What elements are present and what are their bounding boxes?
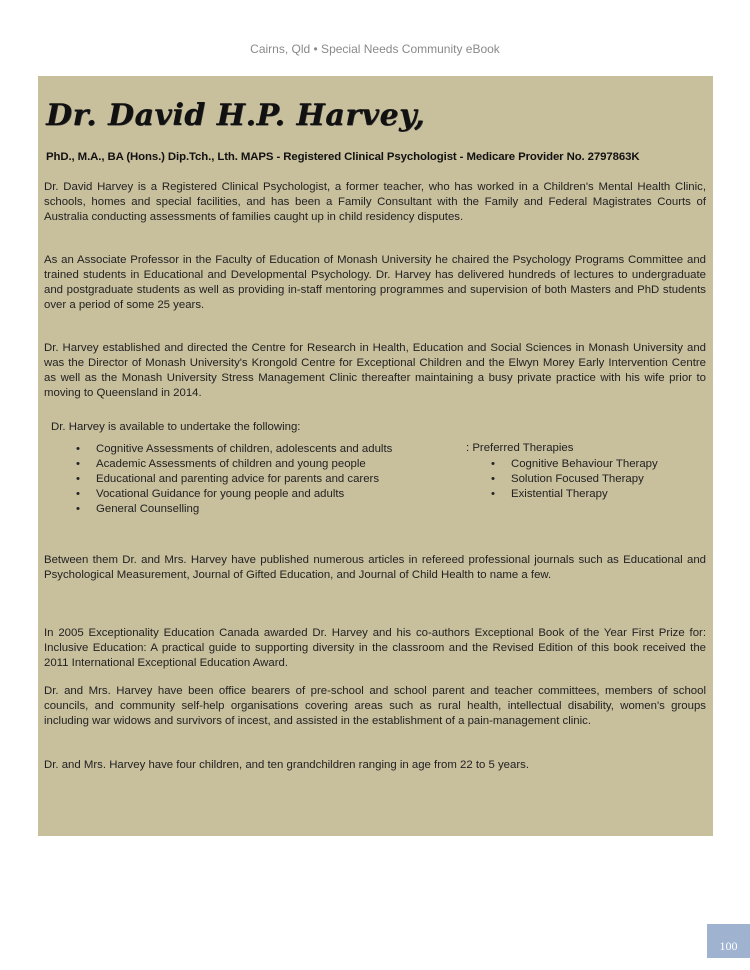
bio-paragraph-6: Dr. and Mrs. Harvey have been office bearers of pre-school and school parent and teacher committees, members of school councils, and community self-help organisations covering areas such as rural health, intellectual disability, women's groups including war widows and survivors of incest, and assisted in the establishment of a pain-management clinic. [44, 685, 706, 727]
bio-paragraph-4: Between them Dr. and Mrs. Harvey have published numerous articles in refereed professional journals such as Educational and Psychological Measurement, Journal of Gifted Education, and Journal of Child Health to name a few. [44, 554, 706, 581]
bio-paragraph-7: Dr. and Mrs. Harvey have four children, and ten grandchildren ranging in age from 22 to 5 years. [44, 759, 529, 771]
therapies-list [511, 457, 658, 502]
list-item: • Cognitive Behaviour Therapy [511, 457, 658, 472]
list-item: • Academic Assessments of children and young people [96, 457, 392, 472]
profile-panel [38, 76, 713, 836]
list-item: • Vocational Guidance for young people and adults [96, 487, 392, 502]
list-item: • Cognitive Assessments of children, adolescents and adults [96, 442, 392, 457]
bio-paragraph-2: As an Associate Professor in the Faculty of Education of Monash University he chaired the Psychology Programs Committee and trained students in Educational and Developmental Psychology. Dr. Harvey has delivered hundreds of lectures to undergraduate and postgraduate students as well as providing in-staff mentoring programmes and supervision of both Masters and PhD students over a period of some 25 years. [44, 254, 706, 311]
list-item: • Educational and parenting advice for parents and carers [96, 472, 392, 487]
profile-name: Dr. David H.P. Harvey, [46, 98, 426, 133]
running-header: Cairns, Qld • Special Needs Community eBook [250, 42, 500, 56]
availability-intro: Dr. Harvey is available to undertake the following: [51, 421, 301, 433]
profile-credentials: PhD., M.A., BA (Hons.) Dip.Tch., Lth. MAPS - Registered Clinical Psychologist - Medicare Provider No. 2797863K [46, 151, 640, 163]
list-item: • General Counselling [96, 502, 392, 517]
bio-paragraph-3: Dr. Harvey established and directed the Centre for Research in Health, Education and Social Sciences in Monash University and was the Director of Monash University's Krongold Centre for Exceptional Children and the Elwyn Morey Early Intervention Centre as well as the Monash University Stress Management Clinic thereafter maintaining a busy private practice with his wife prior to moving to Queensland in 2014. [44, 342, 706, 399]
list-item: • Existential Therapy [511, 487, 658, 502]
bio-paragraph-1: Dr. David Harvey is a Registered Clinical Psychologist, a former teacher, who has worked in a Children's Mental Health Clinic, schools, homes and special facilities, and has been a Family Consultant with the Family and Federal Magistrates Courts of Australia conducting assessments of families caught up in child residency disputes. [44, 181, 706, 223]
list-item: • Solution Focused Therapy [511, 472, 658, 487]
services-list [96, 442, 392, 517]
bio-paragraph-5: In 2005 Exceptionality Education Canada awarded Dr. Harvey and his co-authors Exceptional Book of the Year First Prize for: Inclusive Education: A practical guide to supporting diversity in the classroom and the Revised Edition of this book received the 2011 International Exceptional Education Award. [44, 627, 706, 669]
page-number: 100 [707, 924, 750, 958]
preferred-therapies-label: : Preferred Therapies [466, 442, 574, 454]
